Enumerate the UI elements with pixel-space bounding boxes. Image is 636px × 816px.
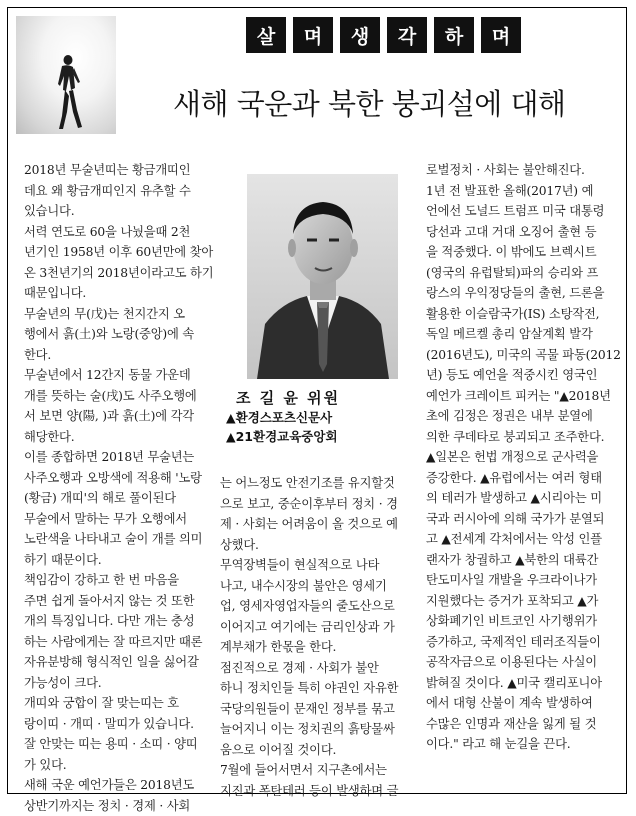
text-line: 이어지고 여기에는 금리인상과 가: [220, 617, 398, 638]
text-line: 개띠와 궁합이 잘 맞는띠는 호: [24, 693, 213, 714]
text-line: (황금) 개띠'의 해로 풀이된다: [24, 488, 213, 509]
author-portrait-image: [247, 174, 398, 379]
series-char: 며: [481, 17, 521, 53]
series-char: 며: [293, 17, 333, 53]
text-line: 가 있다.: [24, 755, 213, 776]
text-line: ▲일본은 헌법 개정으로 군사력을: [426, 447, 621, 468]
text-line: 서 보면 양(陽, )과 흙(土)에 각각: [24, 406, 213, 427]
text-line: 는 어느정도 안전기조를 유지할것: [220, 473, 398, 494]
text-line: 당선과 고대 거대 오징어 출현 등: [426, 222, 621, 243]
text-line: 주면 쉽게 돌아서지 않는 것 또한: [24, 591, 213, 612]
text-line: 움으로 이어질 것이다.: [220, 740, 398, 761]
text-line: 이다." 라고 해 눈길을 끈다.: [426, 734, 621, 755]
series-char: 살: [246, 17, 286, 53]
text-line: 언에선 도널드 트럼프 미국 대통령: [426, 201, 621, 222]
text-line: 초에 김정은 정권은 내부 분열에: [426, 406, 621, 427]
text-line: 개의 특징입니다. 다만 개는 충성: [24, 611, 213, 632]
text-line: 무술에서 말하는 무가 오행에서: [24, 509, 213, 530]
text-line: 1년 전 발표한 올해(2017년) 예: [426, 181, 621, 202]
text-line: 의 테러가 발생하고 ▲시리아는 미: [426, 488, 621, 509]
text-line: 이를 종합하면 2018년 무술년는: [24, 447, 213, 468]
text-line: 서력 연도로 60을 나눴을때 2천: [24, 222, 213, 243]
text-line: (2016년도), 미국의 곡물 파동(2012: [426, 345, 621, 366]
text-line: 해당한다.: [24, 427, 213, 448]
author-byline: [226, 387, 426, 446]
article-column-middle: [220, 473, 398, 801]
series-char: 하: [434, 17, 474, 53]
text-line: 고 ▲전세계 각처에서는 악성 인플: [426, 529, 621, 550]
text-line: 활용한 이슬람국가(IS) 소탕작전,: [426, 304, 621, 325]
text-line: 공작자금으로 이용된다는 사실이: [426, 652, 621, 673]
text-line: 의한 쿠데타로 붕괴되고 조주한다.: [426, 427, 621, 448]
text-line: 무역장벽들이 현실적으로 나타: [220, 555, 398, 576]
text-line: 랑스의 우익정당들의 출현, 드론을: [426, 283, 621, 304]
author-affiliation: ▲21환경교육중앙회: [226, 427, 426, 446]
text-line: 무술년에서 12간지 동물 가운데: [24, 365, 213, 386]
text-line: 한다.: [24, 345, 213, 366]
text-line: 책임감이 강하고 한 번 마음을: [24, 570, 213, 591]
text-line: 데요 왜 황금개띠인지 유추할 수: [24, 181, 213, 202]
author-affiliation: ▲환경스포츠신문사: [226, 408, 426, 427]
article-headline: 새해 국운과 북한 붕괴설에 대해: [173, 82, 593, 123]
author-name: 조 길 윤 위원: [226, 387, 426, 408]
text-line: 증강한다. ▲유럽에서는 여러 형태: [426, 468, 621, 489]
walking-figure-image: [16, 16, 116, 134]
text-line: 자유분방해 형식적인 일을 싫어갈: [24, 652, 213, 673]
text-line: 지진과 폭탄테러 등이 발생하며 글: [220, 781, 398, 802]
text-line: 행에서 흙(土)와 노랑(중앙)에 속: [24, 324, 213, 345]
text-line: 을 적중했다. 이 밖에도 브렉시트: [426, 242, 621, 263]
text-line: 가능성이 크다.: [24, 673, 213, 694]
text-line: 하니 정치인들 특히 야권인 자유한: [220, 678, 398, 699]
text-line: 사주오행과 오방색에 적용해 '노랑: [24, 468, 213, 489]
text-line: 개를 뜻하는 술(戌)도 사주오행에: [24, 386, 213, 407]
text-line: 밝혀질 것이다. ▲미국 캘리포니아: [426, 673, 621, 694]
text-line: 년기인 1958년 이후 60년만에 찾아: [24, 242, 213, 263]
walking-figure-photo: [16, 16, 116, 134]
text-line: 국과 러시아에 의해 국가가 분열되: [426, 509, 621, 530]
text-line: 로벌정치 · 사회는 불안해진다.: [426, 160, 621, 181]
text-line: 으로 보고, 중순이후부터 정치 · 경: [220, 494, 398, 515]
text-line: 예언가 크레이트 피커는 "▲2018년: [426, 386, 621, 407]
text-line: 7월에 들어서면서 지구촌에서는: [220, 760, 398, 781]
series-char: 생: [340, 17, 380, 53]
text-line: 증가하고, 국제적인 테러조직들이: [426, 632, 621, 653]
text-line: 상반기까지는 정치 · 경제 · 사회: [24, 796, 213, 816]
text-line: 계부채가 한몫을 한다.: [220, 637, 398, 658]
text-line: 노란색을 나타내고 술이 개를 의미: [24, 529, 213, 550]
text-line: 새해 국운 예언가들은 2018년도: [24, 775, 213, 796]
series-char: 각: [387, 17, 427, 53]
text-line: 하기 때문이다.: [24, 550, 213, 571]
text-line: 업, 영세자영업자들의 줄도산으로: [220, 596, 398, 617]
text-line: 잘 안맞는 띠는 용띠 · 소띠 · 양띠: [24, 734, 213, 755]
text-line: 나고, 내수시장의 불안은 영세기: [220, 576, 398, 597]
text-line: 점진적으로 경제 · 사회가 불안: [220, 658, 398, 679]
text-line: 탄도미사일 개발을 우크라이나가: [426, 570, 621, 591]
text-line: 제 · 사회는 어려움이 올 것으로 예: [220, 514, 398, 535]
text-line: (영국의 유럽탈퇴)파의 승리와 프: [426, 263, 621, 284]
article-column-left: [24, 160, 213, 816]
text-line: 지원했다는 증거가 포착되고 ▲가: [426, 591, 621, 612]
text-line: 에서 대형 산불이 계속 발생하여: [426, 693, 621, 714]
article-column-right: [426, 160, 621, 755]
text-line: 국당의원들이 문재인 정부를 묶고: [220, 699, 398, 720]
text-line: 2018년 무술년띠는 황금개띠인: [24, 160, 213, 181]
text-line: 상화폐기인 비트코인 사기행위가: [426, 611, 621, 632]
text-line: 랑이띠 · 개띠 · 말띠가 있습니다.: [24, 714, 213, 735]
text-line: 때문입니다.: [24, 283, 213, 304]
text-line: 년) 등도 예언을 적중시킨 영국인: [426, 365, 621, 386]
text-line: 랜자가 창궐하고 ▲북한의 대륙간: [426, 550, 621, 571]
text-line: 수많은 인명과 재산을 잃게 될 것: [426, 714, 621, 735]
text-line: 독일 메르켈 총리 암살계획 발각: [426, 324, 621, 345]
text-line: 온 3천년기의 2018년이라고도 하기: [24, 263, 213, 284]
text-line: 하는 사람에게는 잘 따르지만 때론: [24, 632, 213, 653]
newspaper-clipping: [7, 7, 627, 794]
text-line: 늘어지니 이는 정치권의 흙탕물싸: [220, 719, 398, 740]
text-line: 상했다.: [220, 535, 398, 556]
text-line: 무술년의 무(戊)는 천지간지 오: [24, 304, 213, 325]
text-line: 있습니다.: [24, 201, 213, 222]
series-banner: [246, 17, 521, 53]
author-portrait: [247, 174, 398, 379]
